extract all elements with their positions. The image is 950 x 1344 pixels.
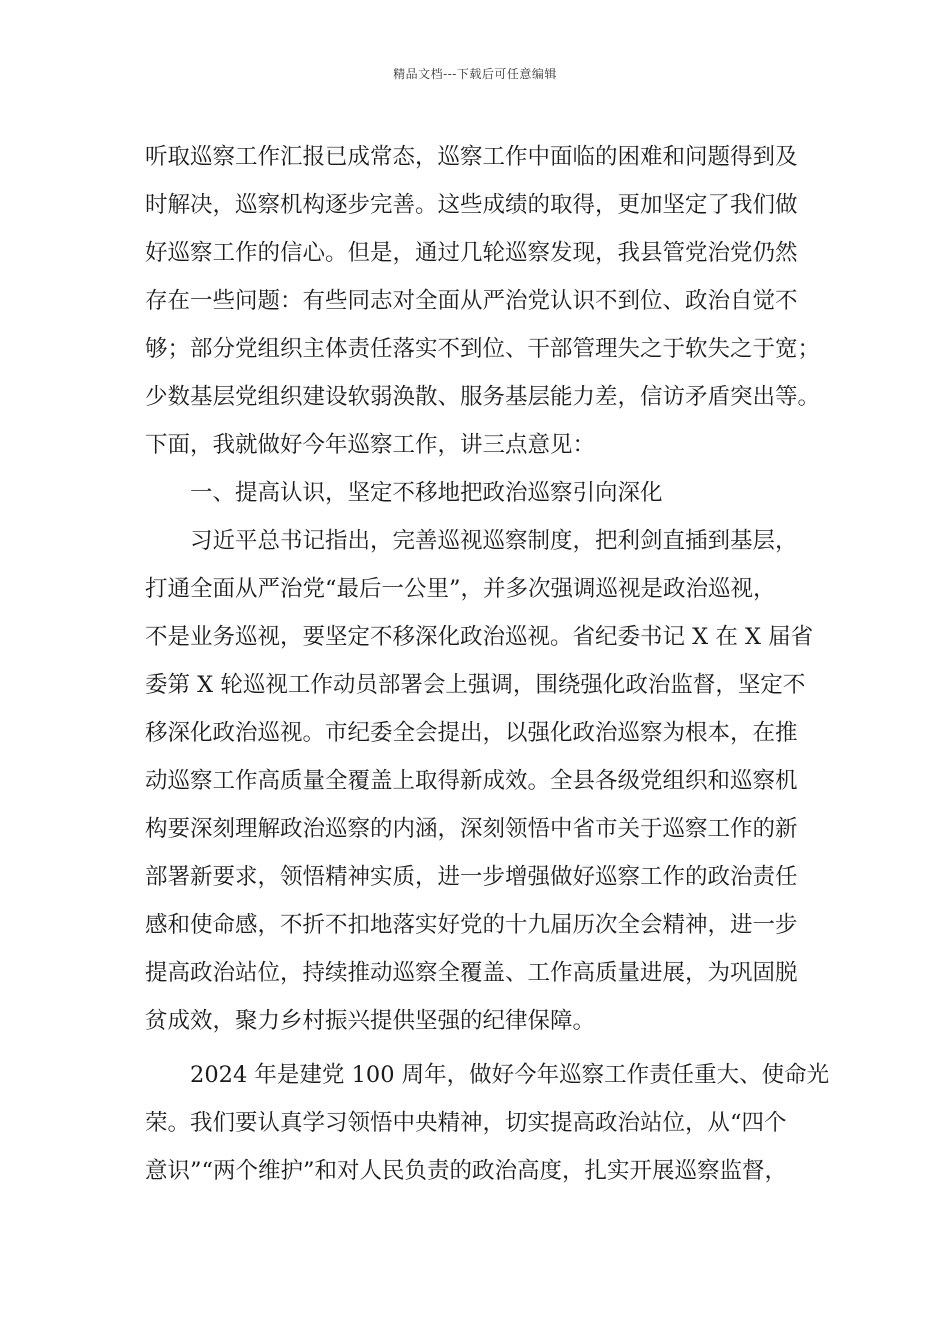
text-line: 不是业务巡视，要坚定不移深化政治巡视。省纪委书记 X 在 X 届省: [145, 624, 814, 650]
text-line: 提高政治站位，持续推动巡察全覆盖、工作高质量进展，为巩固脱: [145, 960, 798, 986]
text-line: 习近平总书记指出，完善巡视巡察制度，把利剑直插到基层，: [190, 528, 798, 554]
text-line: 够；部分党组织主体责任落实不到位、干部管理失之于软失之于宽；: [145, 336, 821, 362]
text-line: 意识”“两个维护”和对人民负责的政治高度，扎实开展巡察监督，: [145, 1158, 788, 1184]
text-line: 打通全面从严治党“最后一公里”，并多次强调巡视是政治巡视，: [145, 576, 776, 602]
text-line: 移深化政治巡视。市纪委全会提出，以强化政治巡察为根本，在推: [145, 720, 798, 746]
text-line: 存在一些问题：有些同志对全面从严治党认识不到位、政治自觉不: [145, 288, 798, 314]
text-line: 少数基层党组织建设软弱涣散、服务基层能力差，信访矛盾突出等。: [145, 384, 821, 410]
text-line: 感和使命感，不折不扣地落实好党的十九届历次全会精神，进一步: [145, 912, 798, 938]
text-line: 动巡察工作高质量全覆盖上取得新成效。全县各级党组织和巡察机: [145, 768, 798, 794]
text-line: 委第 X 轮巡视工作动员部署会上强调，围绕强化政治监督，坚定不: [145, 672, 806, 698]
text-line: 构要深刻理解政治巡察的内涵，深刻领悟中省市关于巡察工作的新: [145, 816, 798, 842]
text-line: 贫成效，聚力乡村振兴提供坚强的纪律保障。: [145, 1008, 596, 1034]
text-line: 部署新要求，领悟精神实质，进一步增强做好巡察工作的政治责任: [145, 864, 798, 890]
text-line: 下面，我就做好今年巡察工作，讲三点意见：: [145, 432, 596, 458]
page-header: 精品文档---下载后可任意编辑: [393, 67, 557, 81]
text-line: 荣。我们要认真学习领悟中央精神，切实提高政治站位，从“四个: [145, 1110, 787, 1136]
document-body: [145, 133, 835, 1195]
text-line: 好巡察工作的信心。但是，通过几轮巡察发现，我县管党治党仍然: [145, 240, 798, 266]
section-heading: 一、提高认识，坚定不移地把政治巡察引向深化: [190, 480, 663, 506]
text-line: 听取巡察工作汇报已成常态，巡察工作中面临的困难和问题得到及: [145, 144, 798, 170]
text-line: 时解决，巡察机构逐步完善。这些成绩的取得，更加坚定了我们做: [145, 192, 798, 218]
text-line: 2024 年是建党 100 周年，做好今年巡察工作责任重大、使命光: [190, 1062, 830, 1088]
